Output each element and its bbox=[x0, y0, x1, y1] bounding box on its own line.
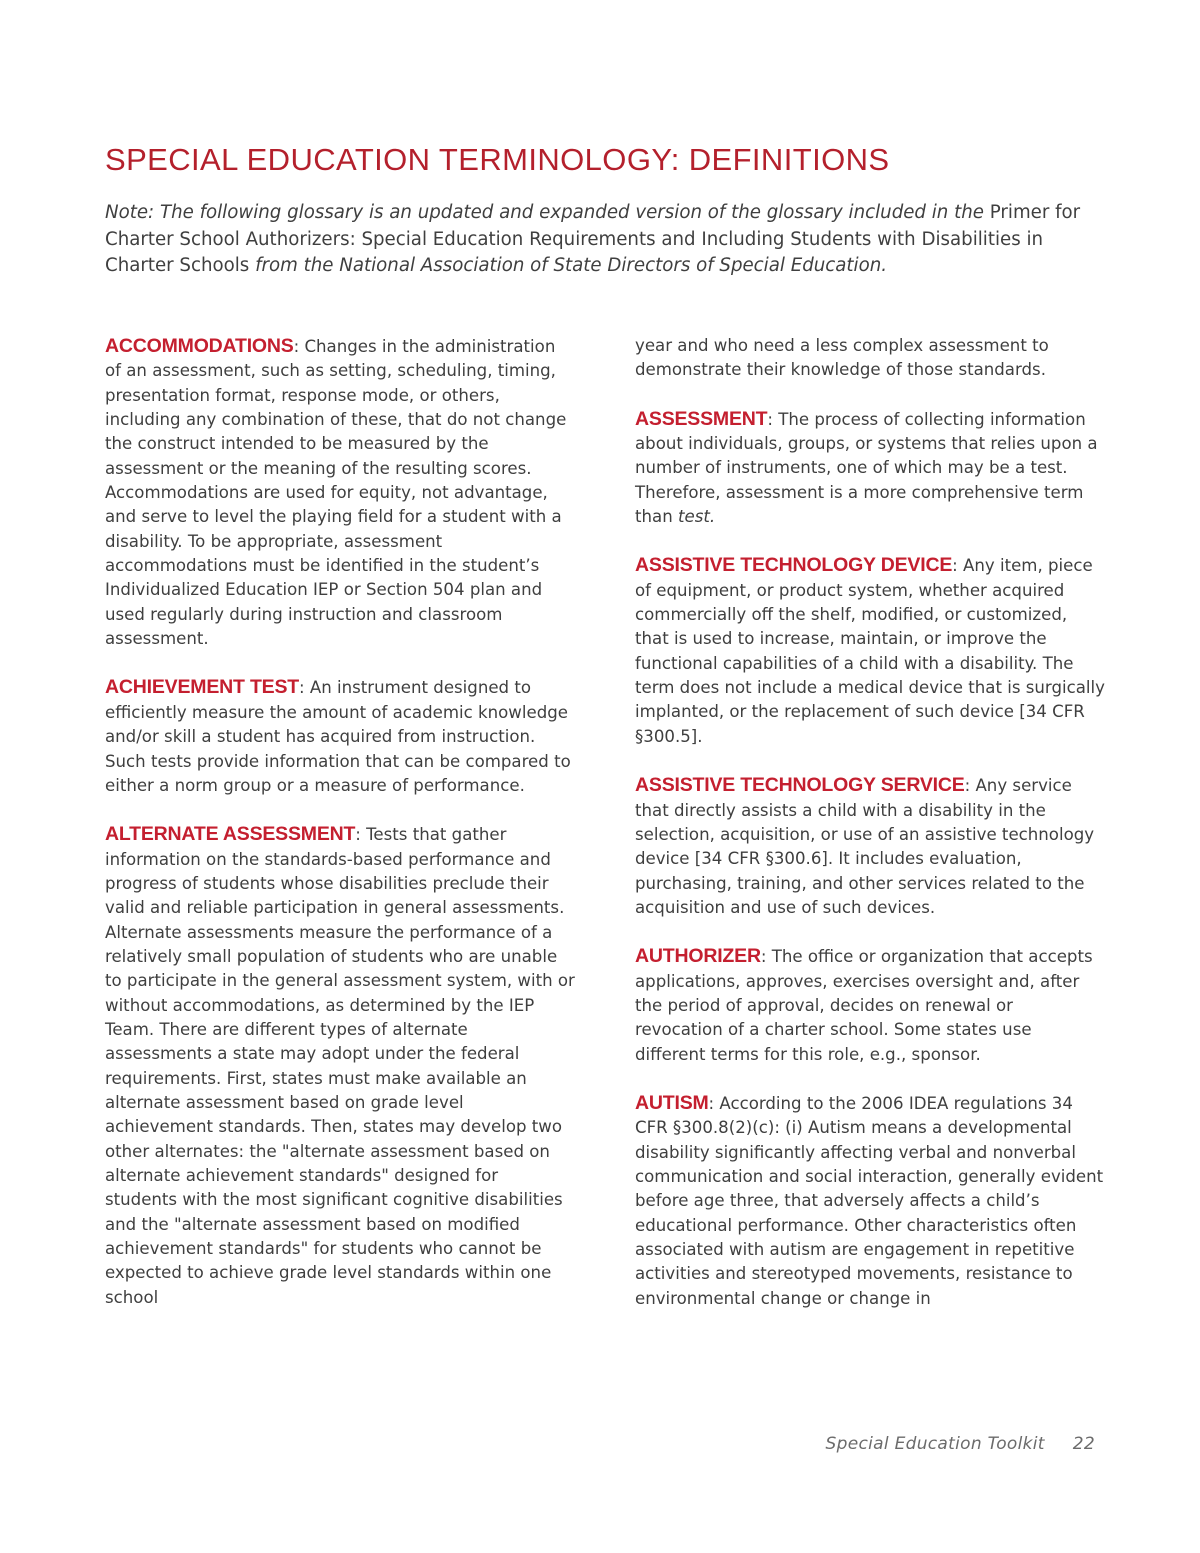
glossary-entry-autism bbox=[635, 1091, 1105, 1311]
term-assessment: ASSESSMENT bbox=[635, 407, 768, 430]
intro-note-source: from the National Association of State Directors of Special Education. bbox=[255, 255, 888, 276]
intro-note-lead: Note: The following glossary is an updated and expanded version of the glossary included in the bbox=[105, 202, 984, 223]
term-achievement-test: ACHIEVEMENT TEST bbox=[105, 676, 299, 699]
term-assistive-technology-device: ASSISTIVE TECHNOLOGY DEVICE bbox=[635, 554, 953, 577]
intro-primer-title: Primer for Charter School Authorizers: Special Education Requirements and Including Students with Disabilities in Charter Schools bbox=[105, 202, 1081, 276]
definition-assistive-technology-service: : Any service that directly assists a child with a disability in the selection, acquisition, or use of an assistive technology device [34 CFR §300.6]. It includes evaluation, purchasing, training, and other services related to the acquisition and use of such devices. bbox=[635, 776, 1095, 917]
left-column bbox=[105, 334, 575, 1334]
definition-accommodations: : Changes in the administration of an assessment, such as setting, scheduling, timing, presentation format, response mode, or others, including any combination of these, that do not change the construct intended to be measured by the assessment or the meaning of the resulting scores. Accommodations are used for equity, not advantage, and serve to level the playing field for a student with a disability. To be appropriate, assessment accommodations must be identified in the student’s Individualized Education IEP or Section 504 plan and used regularly during instruction and classroom assessment. bbox=[105, 337, 567, 649]
term-assistive-technology-service: ASSISTIVE TECHNOLOGY SERVICE bbox=[635, 774, 965, 797]
glossary-entry-continuation: year and who need a less complex assessment to demonstrate their knowledge of those standards. bbox=[635, 336, 1049, 380]
page-title: SPECIAL EDUCATION TERMINOLOGY: DEFINITIONS bbox=[105, 142, 890, 177]
page-number: 22 bbox=[1072, 1434, 1095, 1454]
glossary-entry-alternate-assessment bbox=[105, 822, 575, 1310]
definition-authorizer: : The office or organization that accepts applications, approves, exercises oversight and, after the period of approval, decides on renewal or revocation of a charter school. Some states use different terms for this role, e.g., sponsor. bbox=[635, 947, 1093, 1064]
right-column bbox=[635, 334, 1105, 1335]
glossary-entry-accommodations bbox=[105, 334, 575, 651]
term-authorizer: AUTHORIZER bbox=[635, 945, 761, 968]
intro-note bbox=[105, 200, 1105, 280]
footer-label: Special Education Toolkit bbox=[825, 1434, 1045, 1454]
glossary-entry-achievement-test bbox=[105, 675, 575, 798]
page-footer bbox=[826, 1434, 1095, 1454]
glossary-entry-assistive-technology-service bbox=[635, 773, 1105, 920]
term-alternate-assessment: ALTERNATE ASSESSMENT bbox=[105, 823, 356, 846]
term-accommodations: ACCOMMODATIONS bbox=[105, 335, 294, 357]
glossary-entry-assessment bbox=[635, 407, 1105, 530]
definition-achievement-test: : An instrument designed to efficiently measure the amount of academic knowledge and/or skill a student has acquired from instruction. Such tests provide information that can be compared to either a norm group or a measure of performance. bbox=[105, 678, 571, 795]
glossary-entry-assistive-technology-device bbox=[635, 553, 1105, 749]
term-autism: AUTISM bbox=[635, 1091, 709, 1114]
definition-autism: : According to the 2006 IDEA regulations 34 CFR §300.8(2)(c): (i) Autism means a developmental disability significantly affecting verbal and nonverbal communication and social interaction, generally evident before age three, that adversely affects a child’s educational performance. Other characteristics often associated with autism are engagement in repetitive activities and stereotyped movements, resistance to environmental change or change in bbox=[635, 1093, 1104, 1308]
glossary-entry-authorizer bbox=[635, 944, 1105, 1067]
definition-assistive-technology-device: : Any item, piece of equipment, or product system, whether acquired commercially off the shelf, modified, or customized, that is used to increase, maintain, or improve the functional capabilities of a child with a disability. The term does not include a medical device that is surgically implanted, or the replacement of such device [34 CFR §300.5]. bbox=[635, 556, 1105, 746]
definition-assessment-emphasis: test. bbox=[678, 507, 716, 527]
definition-assessment: : The process of collecting information about individuals, groups, or systems that relies upon a number of instruments, one of which may be a test. Therefore, assessment is a more comprehensive term than bbox=[635, 409, 1098, 527]
definition-alternate-assessment: : Tests that gather information on the standards-based performance and progress of students whose disabilities preclude their valid and reliable participation in general assessments. Alternate assessments measure the performance of a relatively small population of students who are unable to participate in the general assessment system, with or without accommodations, as determined by the IEP Team. There are different types of alternate assessments a state may adopt under the federal requirements. First, states must make available an alternate assessment based on grade level achievement standards. Then, states may develop two other alternates: the "alternate assessment based on alternate achievement standards" designed for students with the most significant cognitive disabilities and the "alternate assessment based on modified achievement standards" for students who cannot be expected to achieve grade level standards within one school bbox=[105, 825, 575, 1307]
